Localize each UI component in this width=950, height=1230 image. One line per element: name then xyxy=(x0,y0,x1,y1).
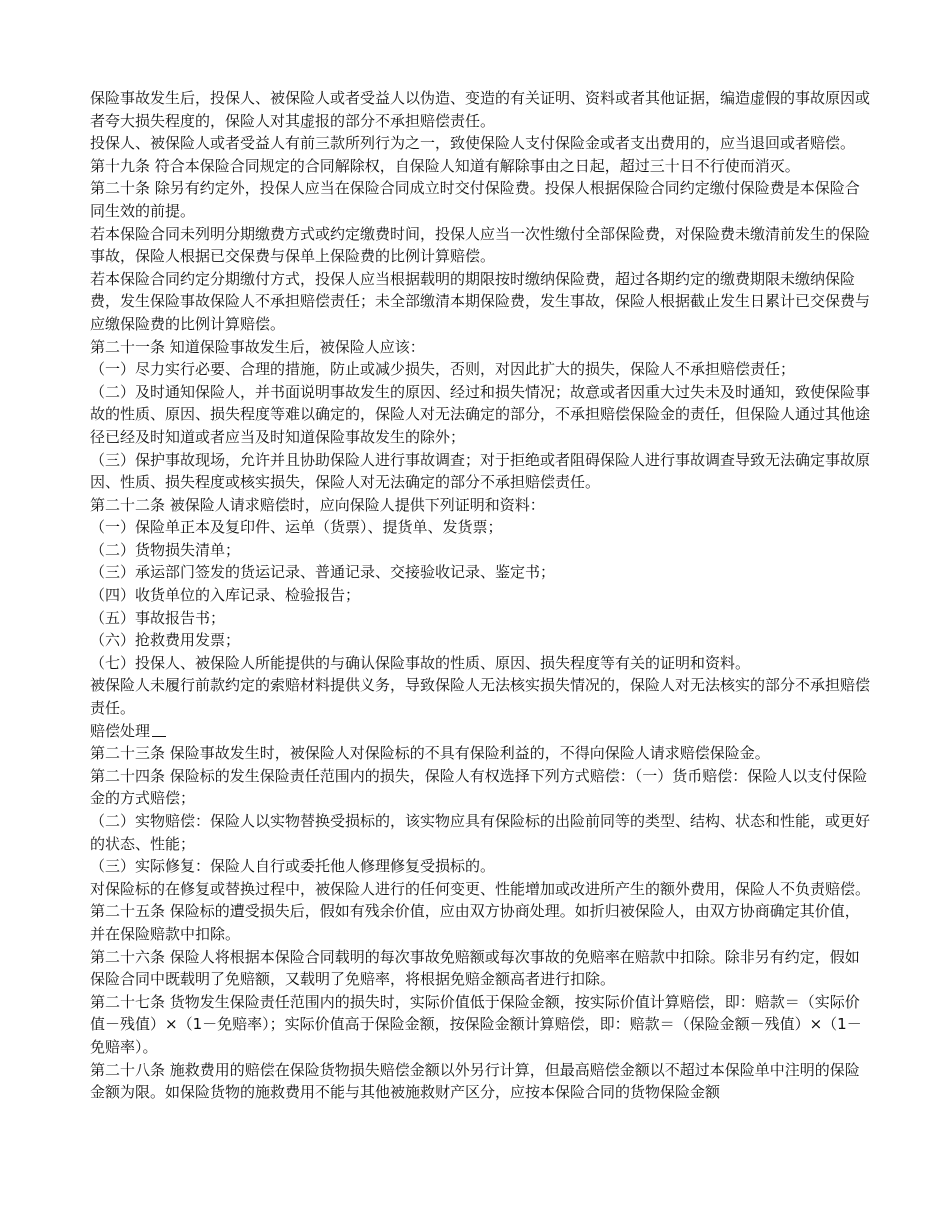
paragraph: 第二十七条 货物发生保险责任范围内的损失时，实际价值低于保险金额，按实际价值计算赔偿，即：赔款＝（实际价值－残值）×（1－免赔率）；实际价值高于保险金额，按保险金额计算赔偿，即：赔款＝（保险金额－残值）×（1－免赔率）。 xyxy=(90,992,862,1056)
paragraph: （二）及时通知保险人，并书面说明事故发生的原因、经过和损失情况；故意或者因重大过失未及时通知，致使保险事故的性质、原因、损失程度等难以确定的，保险人对无法确定的部分，不承担赔偿保险金的责任，但保险人通过其他途径已经及时知道或者应当及时知道保险事故发生的除外； xyxy=(90,382,871,446)
paragraph: （一）保险单正本及复印件、运单（货票）、提货单、发货票； xyxy=(90,518,503,537)
paragraph: 第二十二条 被保险人请求赔偿时，应向保险人提供下列证明和资料： xyxy=(90,495,545,514)
paragraph: （七）投保人、被保险人所能提供的与确认保险事故的性质、原因、损失程度等有关的证明和资料。 xyxy=(90,653,751,672)
paragraph: （二）实物赔偿：保险人以实物替换受损标的，该实物应具有保险标的出险前同等的类型、结构、状态和性能，或更好的状态、性能； xyxy=(90,812,871,853)
paragraph: （六）抢救费用发票； xyxy=(90,631,241,650)
paragraph: 投保人、被保险人或者受益人有前三款所列行为之一，致使保险人支付保险金或者支出费用的，应当退回或者赔偿。 xyxy=(90,134,856,153)
paragraph: （一）尽力实行必要、合理的措施，防止或减少损失，否则，对因此扩大的损失，保险人不承担赔偿责任； xyxy=(90,360,796,379)
paragraph: （三）实际修复：保险人自行或委托他人修理修复受损标的。 xyxy=(90,857,496,876)
paragraph: 第二十五条 保险标的遭受损失后，假如有残余价值，应由双方协商处理。如折归被保险人，由双方协商确定其价值，并在保险赔款中扣除。 xyxy=(90,902,860,943)
paragraph: 第二十四条 保险标的发生保险责任范围内的损失，保险人有权选择下列方式赔偿：（一）货币赔偿：保险人以支付保险金的方式赔偿； xyxy=(90,766,868,808)
paragraph: 对保险标的在修复或替换过程中，被保险人进行的任何变更、性能增加或改进所产生的额外费用，保险人不负责赔偿。 xyxy=(90,879,871,898)
cursor-mark-icon xyxy=(152,726,166,737)
paragraph: 第二十八条 施救费用的赔偿在保险货物损失赔偿金额以外另行计算，但最高赔偿金额以不超过本保险单中注明的保险金额为限。如保险货物的施救费用不能与其他被施救财产区分，应按本保险合同的货物保险金额 xyxy=(90,1060,860,1102)
paragraph: （四）收货单位的入库记录、检验报告； xyxy=(90,586,361,605)
section-heading xyxy=(90,720,870,743)
paragraph: 第二十六条 保险人将根据本保险合同载明的每次事故免赔额或每次事故的免赔率在赔款中扣除。除非另有约定，假如保险合同中既载明了免赔额，又载明了免赔率，将根据免赔金额高者进行扣除。 xyxy=(90,947,860,989)
paragraph: （三）保护事故现场，允许并且协助保险人进行事故调查；对于拒绝或者阻碍保险人进行事故调查导致无法确定事故原因、性质、损失程度或核实损失，保险人对无法确定的部分不承担赔偿责任。 xyxy=(90,450,871,492)
paragraph: （三）承运部门签发的货运记录、普通记录、交接验收记录、鉴定书； xyxy=(90,563,556,582)
paragraph: 第十九条 符合本保险合同规定的合同解除权，自保险人知道有解除事由之日起，超过三十日不行使而消灭。 xyxy=(90,156,800,175)
paragraph: （五）事故报告书； xyxy=(90,608,226,627)
paragraph: （二）货物损失清单； xyxy=(90,540,241,559)
paragraph: 第二十三条 保险事故发生时，被保险人对保险标的不具有保险利益的，不得向保险人请求赔偿保险金。 xyxy=(90,744,770,763)
paragraph: 若本保险合同未列明分期缴费方式或约定缴费时间，投保人应当一次性缴付全部保险费，对保险费未缴清前发生的保险事故，保险人根据已交保费与保单上保险费的比例计算赔偿。 xyxy=(90,224,871,266)
paragraph: 被保险人未履行前款约定的索赔材料提供义务，导致保险人无法核实损失情况的，保险人对无法核实的部分不承担赔偿责任。 xyxy=(90,676,871,718)
paragraph: 第二十条 除另有约定外，投保人应当在保险合同成立时交付保险费。投保人根据保险合同约定缴付保险费是本保险合同生效的前提。 xyxy=(90,179,860,220)
paragraph: 若本保险合同约定分期缴付方式，投保人应当根据载明的期限按时缴纳保险费，超过各期约定的缴费期限未缴纳保险费，发生保险事故保险人不承担赔偿责任；未全部缴清本期保险费，发生事故，保险人根据截止发生日累计已交保费与应缴保险费的比例计算赔偿。 xyxy=(90,269,871,333)
paragraph: 保险事故发生后，投保人、被保险人或者受益人以伪造、变造的有关证明、资料或者其他证据，编造虚假的事故原因或者夸大损失程度的，保险人对其虚报的部分不承担赔偿责任。 xyxy=(90,89,871,130)
paragraph: 第二十一条 知道保险事故发生后，被保险人应该： xyxy=(90,337,425,356)
section-heading-text: 赔偿处理 xyxy=(90,721,151,740)
